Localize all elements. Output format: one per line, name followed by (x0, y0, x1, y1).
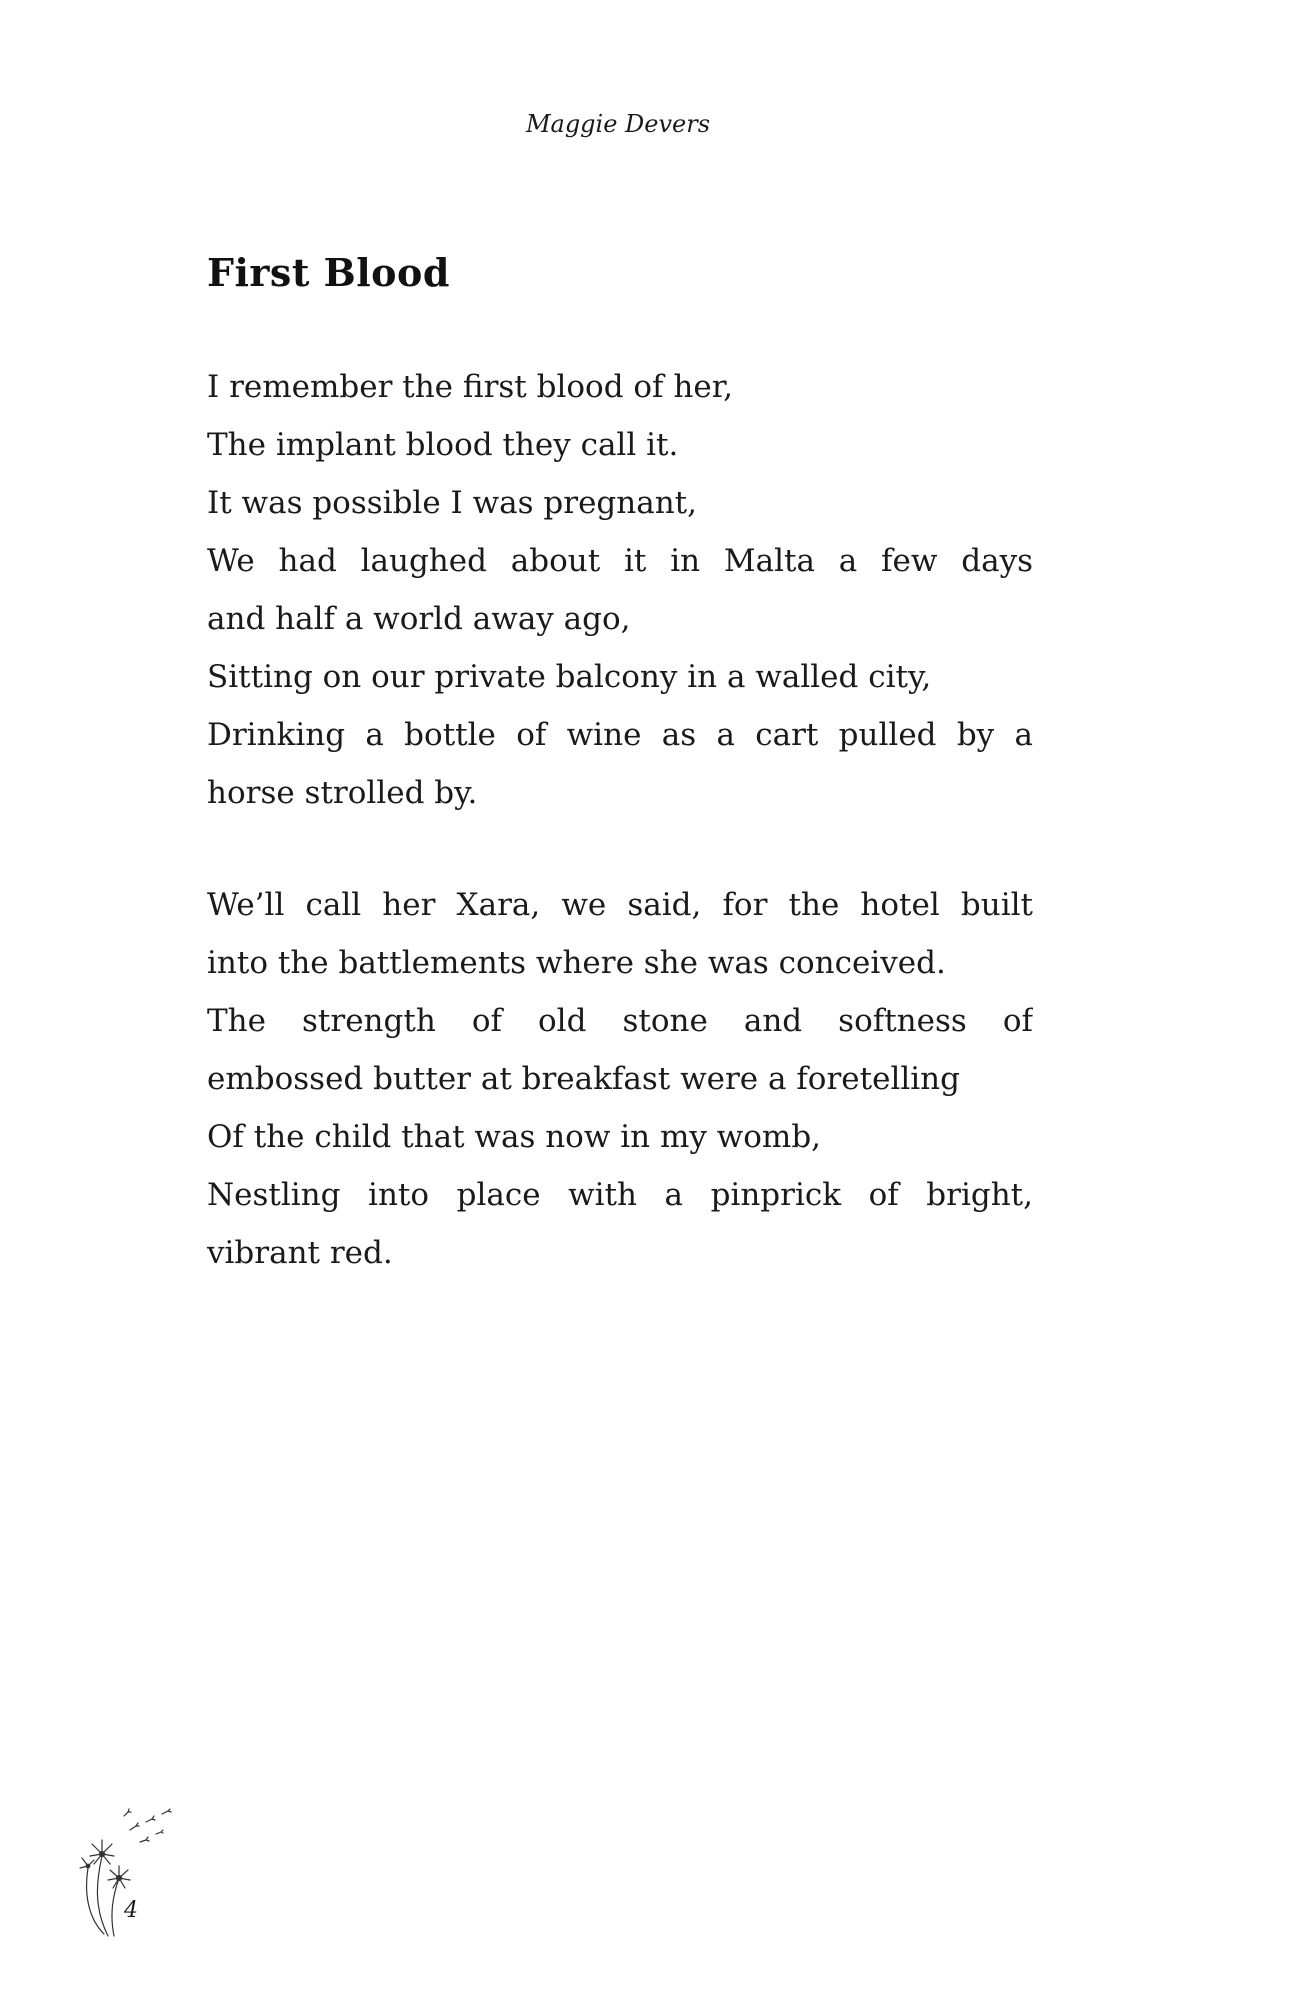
poem-line: We had laughed about it in Malta a few days (207, 543, 1033, 579)
poem-line: It was possible I was pregnant, (207, 485, 697, 521)
stanza (207, 876, 1033, 1282)
poem-line: The strength of old stone and softness of (207, 1003, 1033, 1039)
poem-line: Drinking a bottle of wine as a cart pulled by a (207, 717, 1033, 753)
poem-line: We’ll call her Xara, we said, for the hotel built (207, 887, 1033, 923)
stanza (207, 358, 1033, 822)
poem-line: Sitting on our private balcony in a walled city, (207, 659, 932, 695)
poem-line: vibrant red. (207, 1235, 393, 1271)
poem-line: horse strolled by. (207, 775, 478, 811)
poem-title: First Blood (207, 250, 450, 295)
running-header: Maggie Devers (525, 110, 711, 138)
poem-line: The implant blood they call it. (207, 427, 679, 463)
poem-line: I remember the first blood of her, (207, 369, 733, 405)
poem-line: Of the child that was now in my womb, (207, 1119, 822, 1155)
page-number: 4 (124, 1898, 138, 1923)
poem-line: embossed butter at breakfast were a foretelling (207, 1061, 960, 1097)
poem-line: Nestling into place with a pinprick of bright, (207, 1177, 1033, 1213)
poem-line: and half a world away ago, (207, 601, 631, 637)
poem-line: into the battlements where she was conceived. (207, 945, 946, 981)
